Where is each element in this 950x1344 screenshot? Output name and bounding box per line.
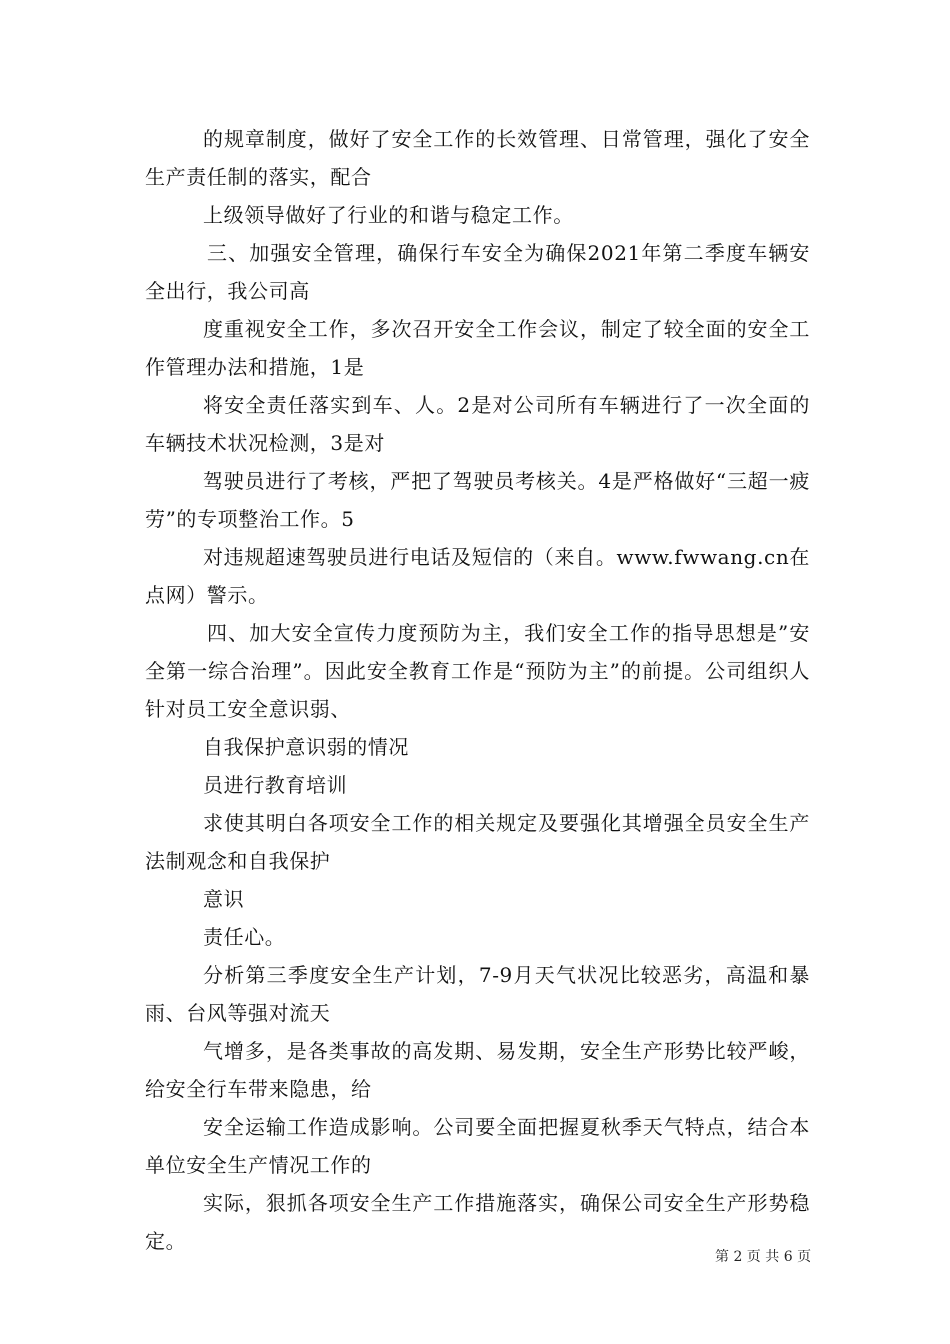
paragraph-13: 责任心。 [203, 925, 286, 949]
paragraph-5: 将安全责任落实到车、人。2是对公司所有车辆进行了一次全面的车辆技术状况检测，3是对 [145, 393, 810, 455]
paragraph-1: 的规章制度，做好了安全工作的长效管理、日常管理，强化了安全生产责任制的落实，配合 [145, 127, 810, 189]
paragraph-16: 安全运输工作造成影响。公司要全面把握夏秋季天气特点，结合本单位安全生产情况工作的 [145, 1115, 810, 1177]
paragraph-8: 四、加大安全宣传力度预防为主，我们安全工作的指导思想是”安全第一综合治理”。因此安全教育工作是“预防为主”的前提。公司组织人针对员工安全意识弱、 [145, 621, 810, 721]
paragraph-10: 员进行教育培训 [203, 773, 348, 797]
paragraph-15: 气增多，是各类事故的高发期、易发期，安全生产形势比较严峻，给安全行车带来隐患，给 [145, 1039, 810, 1101]
paragraph-2: 上级领导做好了行业的和谐与稳定工作。 [203, 203, 574, 227]
paragraph-9: 自我保护意识弱的情况 [203, 735, 409, 759]
paragraph-14: 分析第三季度安全生产计划，7-9月天气状况比较恶劣，高温和暴雨、台风等强对流天 [145, 963, 810, 1025]
paragraph-17: 实际，狠抓各项安全生产工作措施落实，确保公司安全生产形势稳定。 [145, 1191, 810, 1253]
paragraph-3: 三、加强安全管理，确保行车安全为确保2021年第二季度车辆安全出行，我公司高 [145, 241, 810, 303]
paragraph-11: 求使其明白各项安全工作的相关规定及要强化其增强全员安全生产法制观念和自我保护 [145, 811, 810, 873]
paragraph-6: 驾驶员进行了考核，严把了驾驶员考核关。4是严格做好“三超一疲劳”的专项整治工作。5 [145, 469, 810, 531]
page-number-footer: 第 2 页 共 6 页 [715, 1249, 812, 1265]
paragraph-12: 意识 [203, 887, 245, 911]
paragraph-7: 对违规超速驾驶员进行电话及短信的（来自。www.fwwang.cn在点网）警示。 [145, 545, 810, 607]
document-body [145, 120, 810, 1260]
paragraph-4: 度重视安全工作，多次召开安全工作会议，制定了较全面的安全工作管理办法和措施，1是 [145, 317, 810, 379]
